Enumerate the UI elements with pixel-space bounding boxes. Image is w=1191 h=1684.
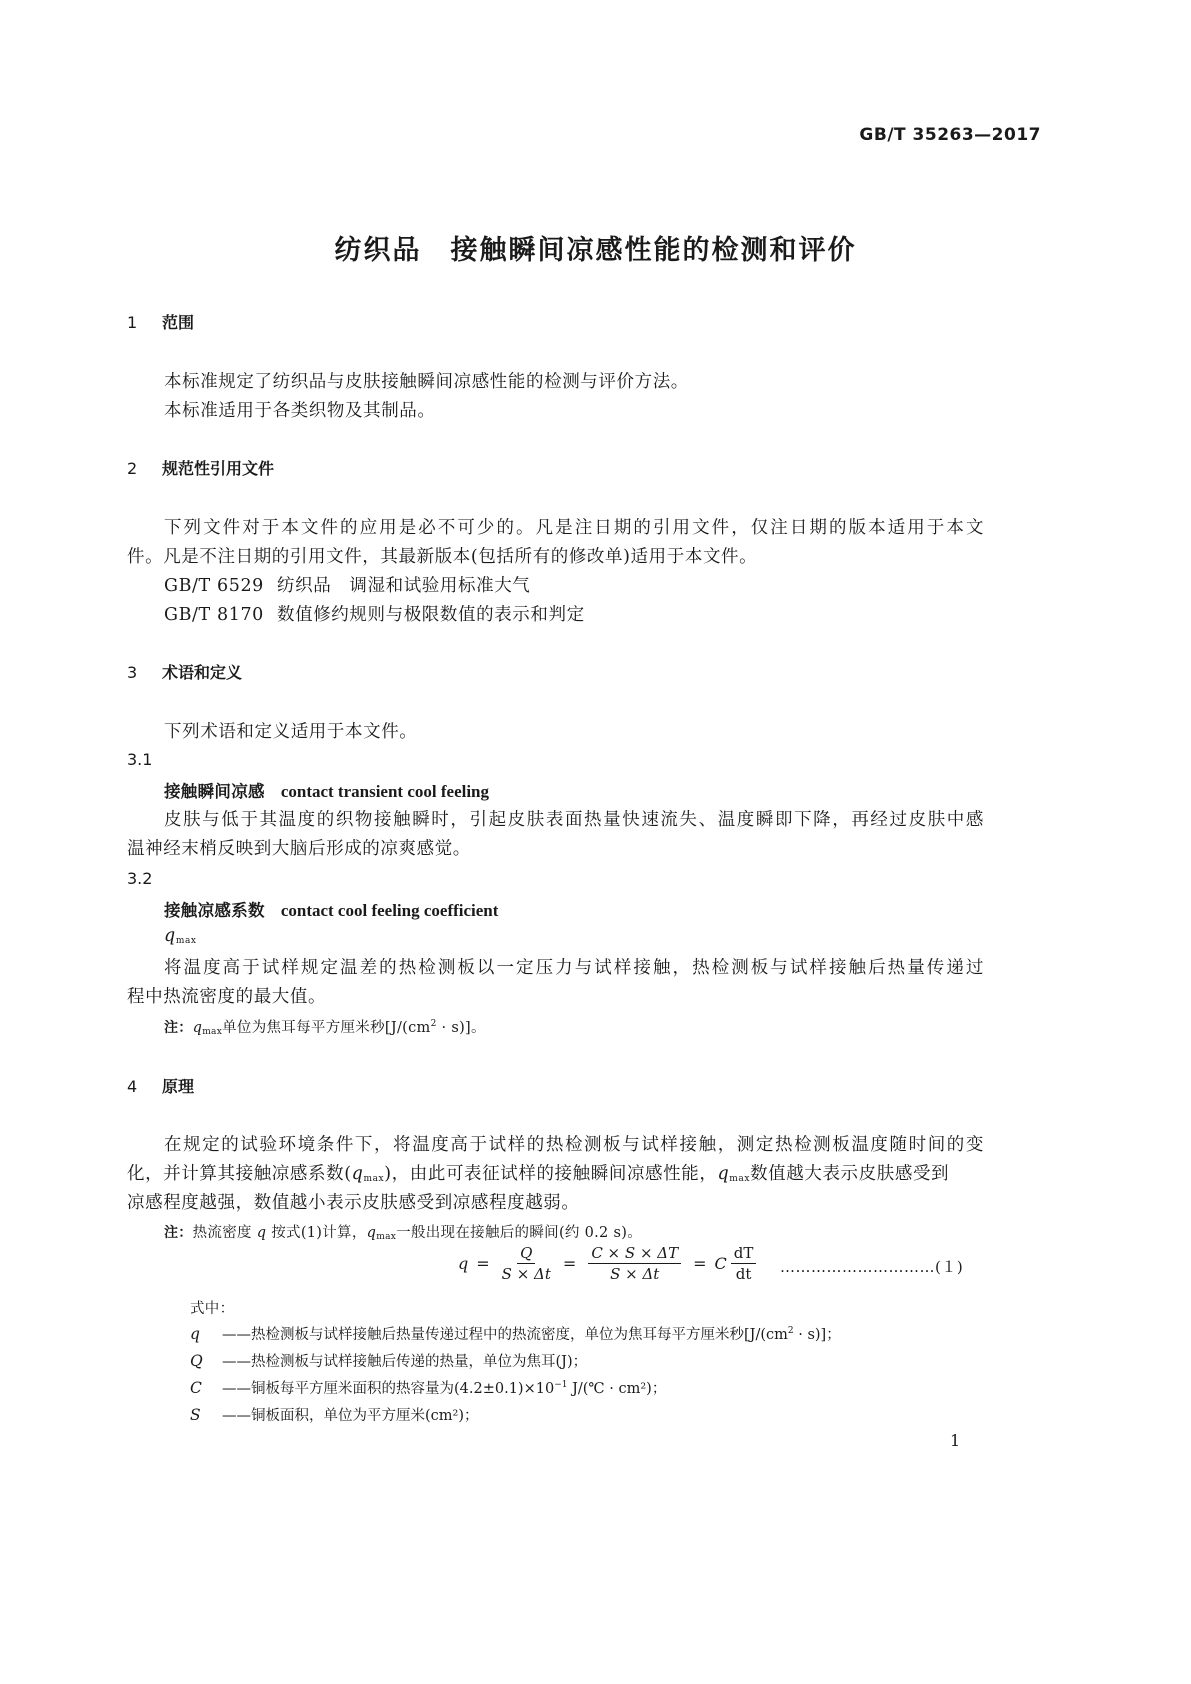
where-text: ——热检测板与试样接触后热量传递过程中的热流密度，单位为焦耳每平方厘米秒[J/(cm [222, 1327, 788, 1343]
where-tail: J/(℃ · cm²)； [567, 1381, 667, 1397]
text-part: 化，并计算其接触凉感系数( [127, 1164, 352, 1184]
document-title: 纺织品 接触瞬间凉感性能的检测和评价 [334, 235, 857, 266]
symbol-q: q [351, 1164, 364, 1184]
numerator-text: Q [520, 1244, 533, 1262]
term-symbol [164, 926, 197, 946]
equals-sign: = [476, 1254, 490, 1273]
where-symbol: C [190, 1379, 202, 1397]
denominator-text: S × Δt [501, 1265, 551, 1283]
where-symbol: S [190, 1406, 201, 1424]
symbol-subscript: max [202, 1027, 223, 1037]
term-entry [164, 778, 489, 802]
where-label: 式中： [190, 1301, 235, 1317]
section-number: 1 [127, 313, 138, 332]
term-zh: 接触凉感系数 [164, 901, 265, 920]
page-number: 1 [950, 1431, 961, 1450]
paragraph-line: 件。凡是不注日期的引用文件，其最新版本(包括所有的修改单)适用于本文件。 [127, 547, 758, 567]
paragraph-line [127, 1160, 949, 1185]
standard-number: GB/T 35263—2017 [859, 125, 1041, 145]
symbol-subscript: max [376, 1232, 397, 1242]
where-item [190, 1404, 479, 1425]
reference-code: GB/T 6529 [164, 576, 264, 596]
symbol-q: q [192, 1020, 203, 1036]
reference-title: 数值修约规则与极限数值的表示和判定 [277, 605, 585, 625]
fraction [502, 1244, 551, 1283]
symbol-q: q [366, 1225, 377, 1241]
clause-number: 3.1 [127, 750, 153, 769]
paragraph: 本标准适用于各类织物及其制品。 [164, 401, 436, 421]
numerator [517, 1244, 535, 1264]
note-text: 按式(1)计算， [266, 1225, 367, 1241]
equation-number: …………………………(１) [780, 1258, 964, 1276]
numerator-text: C × S × ΔT [591, 1244, 679, 1262]
numerator [588, 1244, 681, 1264]
symbol-subscript: max [363, 1174, 385, 1184]
where-symbol: q [190, 1325, 200, 1343]
where-text: ——铜板面积，单位为平方厘米(cm²)； [222, 1408, 479, 1424]
section-number: 4 [127, 1077, 138, 1096]
symbol-subscript: max [175, 936, 197, 946]
definition-line: 将温度高于试样规定温差的热检测板以一定压力与试样接触，热检测板与试样接触后热量传递过 [164, 958, 984, 978]
superscript: 2 [430, 1019, 437, 1029]
note-text: 热流密度 [192, 1225, 257, 1241]
symbol-q: q [256, 1225, 267, 1241]
normative-reference [164, 572, 530, 597]
denominator [610, 1264, 659, 1283]
note-label: 注： [164, 1020, 193, 1036]
reference-title: 纺织品 调湿和试验用标准大气 [277, 576, 531, 596]
section-title: 规范性引用文件 [162, 459, 275, 478]
where-symbol: Q [190, 1352, 203, 1370]
paragraph-line: 在规定的试验环境条件下，将温度高于试样的热检测板与试样接触，测定热检测板温度随时间的变 [164, 1135, 984, 1155]
section-number: 3 [127, 663, 138, 682]
paragraph-line: 下列文件对于本文件的应用是必不可少的。凡是注日期的引用文件，仅注日期的版本适用于本文 [164, 518, 984, 538]
denominator-text: S × Δt [610, 1265, 660, 1283]
note-tail: · s)]。 [436, 1020, 486, 1036]
definition-line: 皮肤与低于其温度的织物接触瞬时，引起皮肤表面热量快速流失、温度瞬即下降，再经过皮肤中感 [164, 810, 984, 830]
formula-coefficient: C [714, 1254, 727, 1273]
term-en: contact cool feeling coefficient [280, 901, 499, 920]
reference-code: GB/T 8170 [164, 605, 264, 625]
fraction [588, 1244, 681, 1283]
where-item [190, 1323, 841, 1344]
text-part: 数值越大表示皮肤感受到 [750, 1164, 950, 1184]
term-zh: 接触瞬间凉感 [164, 782, 265, 801]
paragraph: 下列术语和定义适用于本文件。 [164, 722, 418, 742]
section-4-heading [127, 1074, 194, 1097]
where-tail: · s)]； [793, 1327, 841, 1343]
section-title: 术语和定义 [162, 663, 243, 682]
note-text: 单位为焦耳每平方厘米秒[J/(cm [222, 1020, 431, 1036]
term-en: contact transient cool feeling [280, 782, 490, 801]
paragraph: 本标准规定了纺织品与皮肤接触瞬间凉感性能的检测与评价方法。 [164, 372, 689, 392]
clause-number: 3.2 [127, 869, 153, 888]
symbol-q: q [717, 1164, 730, 1184]
where-item [190, 1350, 587, 1371]
where-text: ——热检测板与试样接触后传递的热量，单位为焦耳(J)； [222, 1354, 588, 1370]
definition-line: 温神经末梢反映到大脑后形成的凉爽感觉。 [127, 839, 471, 859]
formula-lhs: q [458, 1254, 469, 1273]
note [164, 1221, 642, 1242]
where-text: ——铜板每平方厘米面积的热容量为(4.2±0.1)×10 [222, 1381, 555, 1397]
denominator [502, 1264, 551, 1283]
note [164, 1016, 486, 1037]
numerator-text: dT [733, 1244, 754, 1262]
section-title: 范围 [162, 313, 195, 332]
fraction [731, 1244, 757, 1283]
paragraph-line: 凉感程度越强，数值越小表示皮肤感受到凉感程度越弱。 [127, 1193, 580, 1213]
formula-1 [458, 1244, 760, 1283]
equals-sign: = [562, 1254, 577, 1273]
section-title: 原理 [162, 1077, 195, 1096]
section-3-heading [127, 660, 242, 683]
section-1-heading [127, 310, 194, 333]
where-item [190, 1377, 666, 1398]
equals-sign: = [693, 1254, 707, 1273]
section-2-heading [127, 456, 274, 479]
symbol-q: q [164, 926, 176, 946]
text-part: )，由此可表征试样的接触瞬间凉感性能， [384, 1164, 718, 1184]
normative-reference [164, 601, 585, 626]
numerator [731, 1244, 757, 1264]
superscript: 2 [787, 1326, 794, 1336]
note-text: 一般出现在接触后的瞬间(约 0.2 s)。 [396, 1225, 642, 1241]
superscript: −1 [554, 1380, 568, 1390]
symbol-subscript: max [729, 1174, 751, 1184]
denominator-text: dt [735, 1265, 752, 1283]
term-entry [164, 897, 498, 921]
note-label: 注： [164, 1225, 193, 1241]
denominator [736, 1264, 752, 1283]
definition-line: 程中热流密度的最大值。 [127, 987, 327, 1007]
section-number: 2 [127, 459, 138, 478]
